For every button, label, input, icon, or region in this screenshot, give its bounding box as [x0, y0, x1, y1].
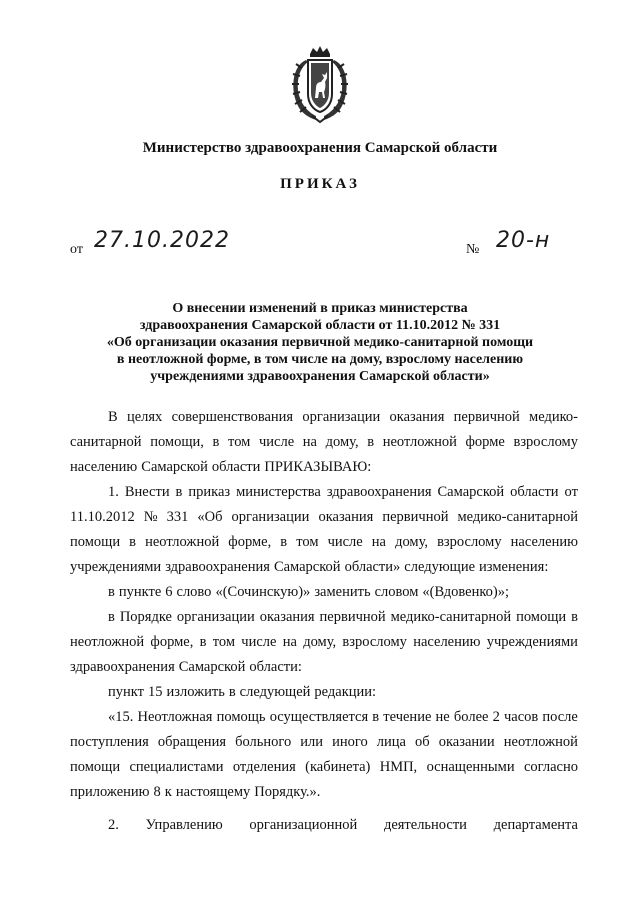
word: или [300, 734, 324, 750]
word: Неотложная [137, 709, 213, 725]
word: Самарской [273, 559, 341, 575]
word: целях [126, 409, 163, 425]
word: изложить [166, 684, 225, 700]
word: учреждениями [70, 559, 162, 575]
paragraph-item-2 [70, 813, 578, 838]
text-line [70, 580, 578, 605]
word: на [371, 534, 386, 550]
word: словом [374, 584, 419, 600]
word: Порядку.». [254, 784, 321, 800]
word: больного [235, 734, 292, 750]
word: деятельности [383, 817, 467, 833]
word: департамента [493, 817, 578, 833]
word: иного [332, 734, 368, 750]
word: взрослому [342, 634, 407, 650]
word: на [302, 434, 317, 450]
number-value: 20-н [496, 228, 551, 253]
text-line [70, 680, 578, 705]
word: том [212, 634, 236, 650]
word: на [282, 634, 297, 650]
word: медико- [529, 409, 578, 425]
word: «Об [197, 509, 223, 525]
word: первичной [453, 409, 520, 425]
word: часов [503, 709, 539, 725]
word: поступления [70, 734, 149, 750]
word: оказания [389, 409, 445, 425]
word: обращения [157, 734, 226, 750]
coat-of-arms-icon [286, 44, 354, 124]
document-title [60, 300, 580, 385]
title-line: О внесении изменений в приказ министерства [172, 301, 468, 316]
word: приложению [70, 784, 150, 800]
paragraph-item-1 [70, 480, 578, 580]
word: в [280, 534, 288, 550]
document-type: ПРИКАЗ [280, 176, 360, 192]
title-line: в неотложной форме, в том числе на дому, взрослому населению [116, 352, 524, 367]
date-value: 27.10.2022 [94, 228, 230, 253]
word: области: [249, 659, 302, 675]
word: неотложной [382, 434, 457, 450]
word: здравоохранения [326, 484, 432, 500]
word: отделения [232, 759, 296, 775]
word: числе [258, 434, 295, 450]
text-line [70, 655, 578, 680]
word: заменить [314, 584, 371, 600]
word: дому, [303, 634, 337, 650]
word: Порядке [119, 609, 172, 625]
word: 2 [492, 709, 500, 725]
word: (кабинета) [305, 759, 371, 775]
word: санитарной [70, 434, 142, 450]
text-line [70, 530, 578, 555]
word: том [228, 434, 251, 450]
word: осуществляется [269, 709, 369, 725]
word: Внести [124, 484, 170, 500]
word: помощь [216, 709, 266, 725]
word: 2. [108, 817, 119, 833]
word: организации [231, 509, 310, 525]
word: в [108, 609, 115, 625]
word: следующие [404, 559, 476, 575]
word: учреждениями [486, 634, 578, 650]
word: дому, [395, 534, 429, 550]
document-body [70, 405, 578, 838]
word: здравоохранения [70, 659, 175, 675]
word: организационной [249, 817, 358, 833]
text-line [70, 505, 578, 530]
word: неотложной [70, 634, 145, 650]
paragraph-change-1 [70, 580, 578, 605]
text-line [70, 605, 578, 630]
word: взрослому [437, 534, 502, 550]
word: организации [302, 409, 381, 425]
word: помощи [70, 759, 121, 775]
word: совершенствования [171, 409, 294, 425]
word: населению [413, 634, 481, 650]
word: 11.10.2012 [70, 509, 135, 525]
text-line [70, 480, 578, 505]
text-line [70, 730, 578, 755]
word: министерства [236, 484, 321, 500]
word: населению [70, 459, 138, 475]
text-line [70, 780, 578, 805]
word: после [542, 709, 578, 725]
text-line [70, 555, 578, 580]
word: оказания [259, 609, 315, 625]
word: 1. [108, 484, 119, 500]
text-line [70, 630, 578, 655]
word: организации [176, 609, 255, 625]
word: первичной [319, 609, 386, 625]
paragraph-change-2 [70, 605, 578, 680]
word: приказ [188, 484, 231, 500]
ministry-name: Министерство здравоохранения Самарской области [142, 140, 498, 156]
word: том [296, 534, 319, 550]
word: в [212, 434, 220, 450]
title-line: учреждениями здравоохранения Самарской области» [150, 369, 490, 384]
word: области [510, 484, 559, 500]
word: Самарской [178, 659, 246, 675]
title-line: «Об организации оказания первичной медико-санитарной помощи [106, 335, 534, 350]
word: первичной [382, 509, 449, 525]
word: об [415, 734, 430, 750]
word: лица [376, 734, 406, 750]
word: помощи, [150, 434, 204, 450]
word: «(Сочинскую)» [215, 584, 311, 600]
word: оказания [318, 509, 374, 525]
word: 15 [147, 684, 163, 700]
word: редакции: [314, 684, 377, 700]
word: ПРИКАЗЫВАЮ: [264, 459, 372, 475]
date-label: от [70, 242, 83, 257]
word: Самарской [437, 484, 505, 500]
word: течение [383, 709, 432, 725]
text-line [70, 813, 578, 838]
word: медико-санитарной [457, 509, 578, 525]
word: 331 [166, 509, 189, 525]
word: согласно [523, 759, 578, 775]
word: форме, [150, 634, 194, 650]
word: в [367, 434, 375, 450]
text-line [70, 405, 578, 430]
word: НМП, [379, 759, 418, 775]
word: изменения: [479, 559, 549, 575]
word: медико-санитарной [390, 609, 512, 625]
word: форме, [228, 534, 272, 550]
word: в [228, 684, 236, 700]
text-line [70, 430, 578, 455]
word: № [143, 509, 158, 525]
word: В [108, 409, 118, 425]
word: оказании [438, 734, 495, 750]
word: в [571, 609, 578, 625]
paragraph-quote [70, 705, 578, 813]
word: специалистами [129, 759, 224, 775]
word: оснащенными [426, 759, 515, 775]
word: здравоохранения [165, 559, 270, 575]
word: следующей [239, 684, 311, 700]
word: неотложной [145, 534, 220, 550]
word: слово [176, 584, 212, 600]
word: области [211, 459, 261, 475]
word: к [164, 784, 172, 800]
word: 8 [153, 784, 161, 800]
word: более [453, 709, 489, 725]
text-line [70, 755, 578, 780]
word: «15. [108, 709, 134, 725]
word: настоящему [175, 784, 251, 800]
word: в [372, 709, 380, 725]
text-line [70, 705, 578, 730]
word: в [175, 484, 183, 500]
word: Управлению [145, 817, 223, 833]
word: числе [241, 634, 277, 650]
word: 6 [165, 584, 173, 600]
paragraph-preamble [70, 405, 578, 480]
word: помощи [516, 609, 567, 625]
text-line [70, 455, 578, 480]
word: Самарской [141, 459, 208, 475]
title-line: здравоохранения Самарской области от 11.10.2012 № 331 [139, 318, 501, 333]
word: форме [465, 434, 505, 450]
word: «(Вдовенко)»; [422, 584, 510, 600]
word: в [108, 584, 115, 600]
word: от [564, 484, 578, 500]
word: дому, [325, 434, 359, 450]
word: в [199, 634, 207, 650]
word: неотложной [503, 734, 578, 750]
word: не [435, 709, 450, 725]
number-label: № [466, 242, 480, 257]
paragraph-change-3 [70, 680, 578, 705]
word: помощи [70, 534, 121, 550]
word: числе [327, 534, 363, 550]
word: населению [510, 534, 578, 550]
word: пункт [108, 684, 144, 700]
word: в [129, 534, 137, 550]
word: пункте [118, 584, 162, 600]
word: взрослому [513, 434, 578, 450]
word: области» [344, 559, 401, 575]
